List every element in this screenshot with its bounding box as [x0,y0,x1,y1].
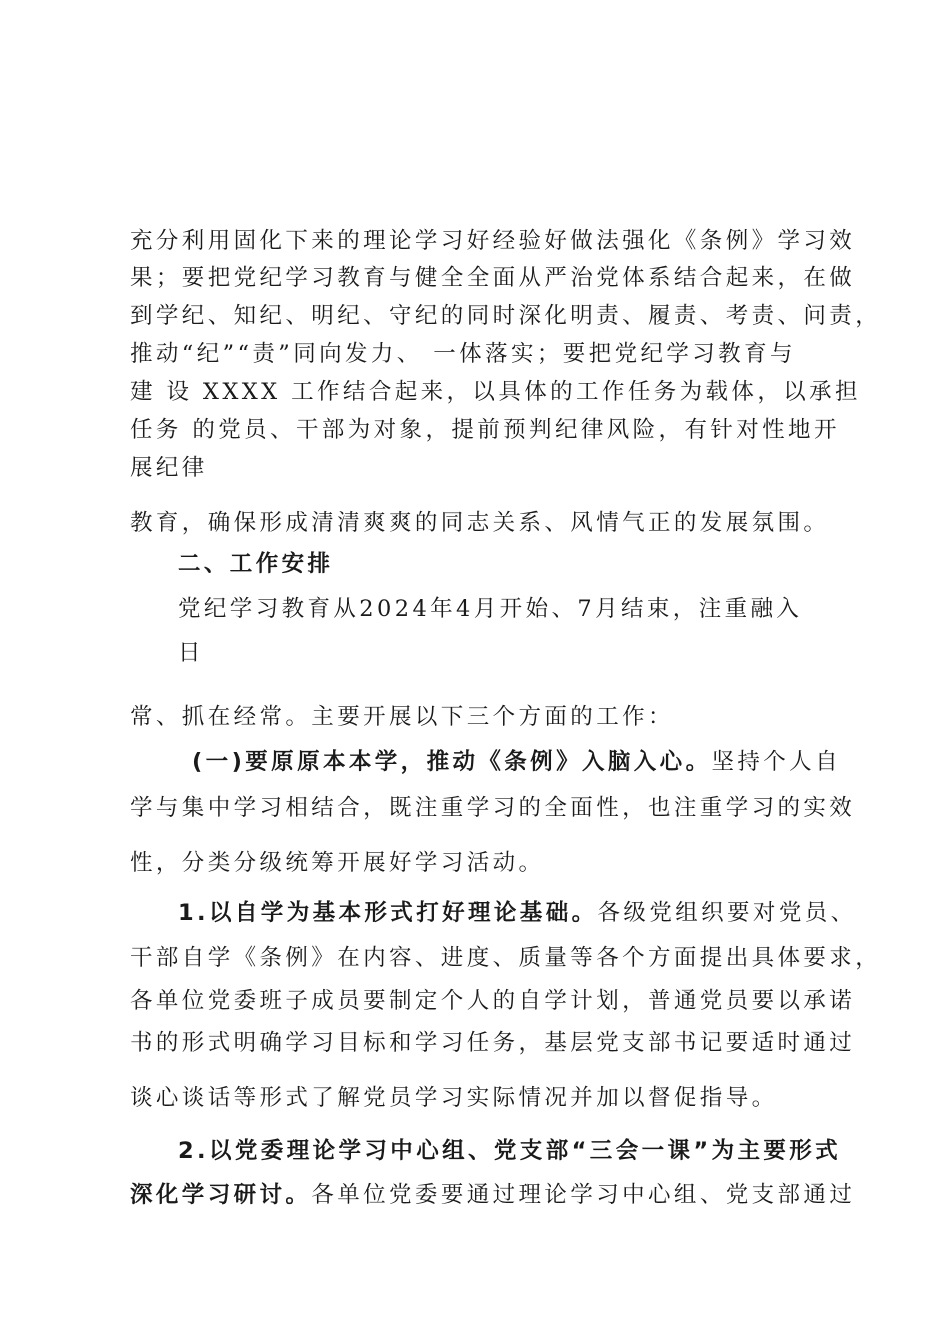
item-paragraph [130,1180,855,1210]
paragraph-text: 各单位党委要通过理论学习中心组、党支部通过 [311,1182,856,1208]
paragraph-line: 学与集中学习相结合，既注重学习的全面性，也注重学习的实效 [130,795,856,821]
section-heading: 二、工作安排 [178,551,334,577]
paragraph-text: 各级党组织要对党员、 [597,900,857,926]
paragraph-line: 性，分类分级统筹开展好学习活动。 [130,850,545,876]
paragraph-line: 展纪律 [130,455,208,481]
item-title: 深化学习研讨。 [130,1182,312,1208]
paragraph-line: 干部自学《条例》在内容、进度、质量等各个方面提出具体要求， [130,945,882,971]
item-title: 2.以党委理论学习中心组、党支部“三会一课”为主要形式 [178,1138,842,1164]
paragraph-line: 充分利用固化下来的理论学习好经验好做法强化《条例》学习效 [130,228,856,254]
paragraph-line: 任务 的党员、干部为对象，提前预判纪律风险，有针对性地开 [130,417,840,443]
subsection-paragraph [192,747,841,777]
item-paragraph [178,898,857,928]
paragraph-line: 推动“纪”“责”同向发力、 一体落实；要把党纪学习教育与 [130,341,796,367]
paragraph-line: 果；要把党纪学习教育与健全全面从严治党体系结合起来，在做 [130,265,856,291]
paragraph-line: 党纪学习教育从2024年4月开始、7月结束，注重融入 [178,596,803,622]
subsection-title: (一)要原原本本学，推动《条例》入脑入心。 [192,749,712,775]
paragraph-line: 到学纪、知纪、明纪、守纪的同时深化明责、履责、考责、问责， [130,303,882,329]
paragraph-line: 各单位党委班子成员要制定个人的自学计划，普通党员要以承诺 [130,988,856,1014]
paragraph-line: 日 [178,640,204,666]
paragraph-text: 坚持个人自 [711,749,841,775]
paragraph-line: 谈心谈话等形式了解党员学习实际情况并加以督促指导。 [130,1085,778,1111]
paragraph-line: 常、抓在经常。主要开展以下三个方面的工作： [130,704,674,730]
item-title: 1.以自学为基本形式打好理论基础。 [178,900,598,926]
paragraph-line: 书的形式明确学习目标和学习任务，基层党支部书记要适时通过 [130,1030,856,1056]
paragraph-line: 建 设 XXXX 工作结合起来，以具体的工作任务为载体，以承担 [130,379,861,405]
paragraph-line: 教育，确保形成清清爽爽的同志关系、风情气正的发展氛围。 [130,510,830,536]
